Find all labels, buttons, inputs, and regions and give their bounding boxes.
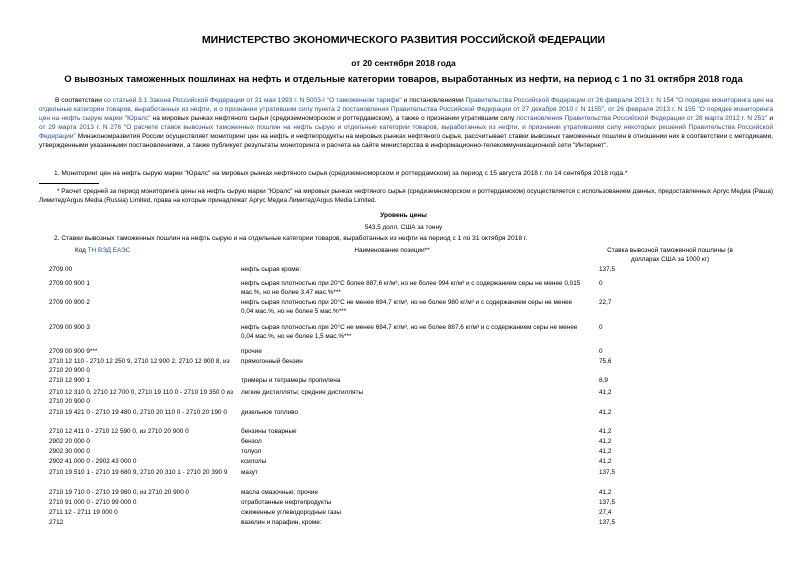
row-code: 2902 41 000 0 - 2902 43 000 0 — [49, 458, 137, 465]
code-header-text: Код — [75, 247, 88, 254]
row-name: вазелин и парафин, кроме: — [241, 519, 322, 526]
row-code: 2902 20 000 0 — [49, 438, 90, 445]
row-rate: 41,2 — [599, 448, 612, 455]
duty-rates-item: 2. Ставки вывозных таможенных пошлин на нефть сырую и на отдельные категории товаров, выработанных из нефти на период с 1 по 31 октября 2018 г. — [54, 235, 528, 242]
row-rate: 137,5 — [599, 266, 615, 273]
link-customs-tariff-law[interactable]: со статьей 3.1 Закона Российской Федерации от 21 мая 1993 г. N 5003-I "О таможенном тарифе" — [103, 97, 402, 104]
row-name: нефть сырая плотностью при 20°С не менее 694,7 кг/м³, но не более 980 кг/м³ и с содержанием серы не менее 0,04 мас.%, но не более 5 мас.%*** — [241, 299, 573, 315]
row-name: отработанные нефтепродукты — [241, 499, 332, 506]
intro-text-5: и — [767, 115, 774, 123]
intro-text-6: Минэкономразвития России осуществляет мониторинг цен на нефть и нефтепродукты на мировых рынках нефтяного сырья, рассчитывает ставки вывозных таможенных пошлин в отношении них в соответствии с методиками, утвержденными указанными постановлениями, а также публикует результаты мониторинга и расчета на сайте министерства в информационно-телекоммуникационной сети "Интернет". — [39, 133, 773, 150]
row-code: 2710 12 411 0 - 2710 12 590 0, из 2710 20 900 0 — [49, 428, 189, 435]
row-name: дизельное топливо — [241, 409, 299, 416]
row-code: 2710 19 710 0 - 2710 19 980 0, из 2710 20 900 0 — [49, 489, 190, 496]
row-code: 2902 30 000 0 — [49, 448, 90, 455]
price-level-value: 543,5 долл. США за тонну — [364, 224, 443, 231]
row-code: 2709 00 — [49, 266, 73, 273]
row-code: 2710 12 310 0, 2710 12 700 0, 2710 19 110 0 - 2710 19 350 0 из 2710 20 900 0 — [49, 389, 234, 405]
row-rate: 41,2 — [599, 409, 612, 416]
footnote-separator — [39, 183, 99, 184]
document-subject: О вывозных таможенных пошлинах на нефть и отдельные категории товаров, выработанных из нефти, на период с 1 по 31 октября 2018 года — [64, 74, 743, 85]
row-rate: 41,2 — [599, 389, 612, 396]
column-header-rate: Ставка вывозной таможенной пошлины (в долларах США за 1000 кг) — [607, 247, 733, 263]
row-name: бензол — [241, 438, 262, 445]
row-name: толуол — [241, 448, 262, 455]
intro-text-4: на мировых рынках нефтяного сырья (средиземноморском и роттердамском), а также о признании утратившим силу — [150, 115, 517, 123]
row-rate: 0 — [599, 348, 603, 355]
row-rate: 41,2 — [599, 489, 612, 496]
row-name: нефть сырая кроме: — [241, 266, 301, 273]
row-rate: 22,7 — [599, 299, 612, 306]
row-rate: 27,4 — [599, 509, 612, 516]
row-code: 2710 12 110 - 2710 12 250 9, 2710 12 900 2, 2710 12 900 8, из 2710 20 900 0 — [49, 358, 230, 374]
row-name: масла смазочные; прочие — [241, 489, 318, 496]
row-name: нефть сырая плотностью при 20°С более 887,6 кг/м³, но не более 994 кг/м³ и с содержанием серы не менее 0,015 мас.%, но не более 3,47 мас.%*** — [241, 280, 581, 296]
row-rate: 0 — [599, 324, 603, 331]
link-tn-ved[interactable]: ТН ВЭД ЕАЭС — [87, 247, 131, 254]
row-code: 2709 00 900 2 — [49, 299, 90, 306]
link-resolution-154[interactable]: Правительства Российской Федерации от 26 февраля 2013 г. N 154 "О порядке мониторинга цен на отдельные категории товаров, выработанных из нефти, и о признании утратившим силу пункта 2 постановления Правительства Российской Федерации от 27 декабря 2010 г. N 1155" — [39, 97, 774, 114]
row-rate: 137,5 — [599, 499, 615, 506]
row-rate: 0 — [599, 280, 603, 287]
row-name: нефть сырая плотностью при 20°С не менее 694,7 кг/м³, но не более 887,6 кг/м³ и с содержанием серы не менее 0,04 мас.%, но не более 1,5 мас.%*** — [241, 324, 578, 340]
row-code: 2709 00 900 3 — [49, 324, 90, 331]
column-header-code — [75, 247, 185, 256]
price-level-label: Уровень цены — [380, 212, 427, 219]
monitoring-item: 1. Мониторинг цен на нефть сырую марки "Юралс" на мировых рынках нефтяного сырья (средиземноморском и роттердамском) за период с 15 августа 2018 г. по 14 сентября 2018 года.* — [54, 170, 628, 177]
row-name: мазут — [241, 469, 258, 476]
row-name: прочие — [241, 348, 262, 355]
intro-text-2: и постановлениями — [401, 97, 466, 104]
intro-paragraph — [39, 96, 773, 151]
link-resolution-251[interactable]: постановления Правительства Российской Федерации от 28 марта 2012 г. N 251" — [516, 115, 768, 123]
footnote-text: * Расчет средней за период мониторинга цены на нефть сырую марки "Юралс" на мировых рынках нефтяного сырья (средиземноморском и роттердамском) осуществляется с использованием данных, предоставленных Аргус Медиа (Раша) Лимитед/Argus Media (Russia) Limited, права на которые принадлежат Аргус Медиа Лимитед/Argus Media Limited. — [39, 188, 773, 204]
row-code: 2709 00 900 9*** — [49, 348, 98, 355]
intro-text-3: , — [604, 106, 608, 114]
row-name: тримеры и тетрамеры пропилена — [241, 377, 341, 384]
row-name: легкие дистилляты; средние дистилляты — [241, 389, 364, 396]
footnote — [39, 187, 773, 205]
intro-text-1: В соответствии — [55, 97, 104, 104]
row-code: 2711 12 - 2711 19 000 0 — [49, 509, 118, 516]
row-name: сжиженные углеводородные газы — [241, 509, 341, 516]
row-code: 2712 — [49, 519, 64, 526]
link-resolution-276[interactable]: от 29 марта 2013 г. N 276 "О расчете ставок вывозных таможенных пошлин на нефть сырую и отдельные категории товаров, выработанных из нефти, и признании утратившими силу некоторых решений Правительства Российской Федерации" — [39, 124, 773, 141]
row-rate: 41,2 — [599, 458, 612, 465]
row-code: 2710 91 000 0 - 2710 99 000 0 — [49, 499, 137, 506]
row-name: бензины товарные — [241, 428, 297, 435]
row-code: 2710 19 421 0 - 2710 19 480 0, 2710 20 110 0 - 2710 20 190 0 — [49, 409, 227, 416]
row-rate: 137,5 — [599, 519, 615, 526]
link-resolution-155[interactable]: от 26 февраля 2013 г. N 155 "О порядке мониторинга цен на нефть сырую марки "Юралс" — [39, 106, 773, 123]
row-code: 2710 12 900 1 — [49, 377, 90, 384]
row-rate: 41,2 — [599, 438, 612, 445]
column-header-name: Наименование позиции** — [354, 247, 430, 254]
row-rate: 75,6 — [599, 358, 612, 365]
row-rate: 41,2 — [599, 428, 612, 435]
row-name: прямогонный бензин — [241, 358, 303, 365]
row-rate: 137,5 — [599, 469, 615, 476]
row-code: 2709 00 900 1 — [49, 280, 90, 287]
row-name: ксилолы — [241, 458, 267, 465]
row-rate: 8,9 — [599, 377, 608, 384]
document-date: от 20 сентября 2018 года — [351, 58, 456, 68]
ministry-title: МИНИСТЕРСТВО ЭКОНОМИЧЕСКОГО РАЗВИТИЯ РОССИЙСКОЙ ФЕДЕРАЦИИ — [201, 34, 606, 46]
row-code: 2710 19 510 1 - 2710 19 680 9, 2710 20 310 1 - 2710 20 390 9 — [49, 469, 228, 476]
